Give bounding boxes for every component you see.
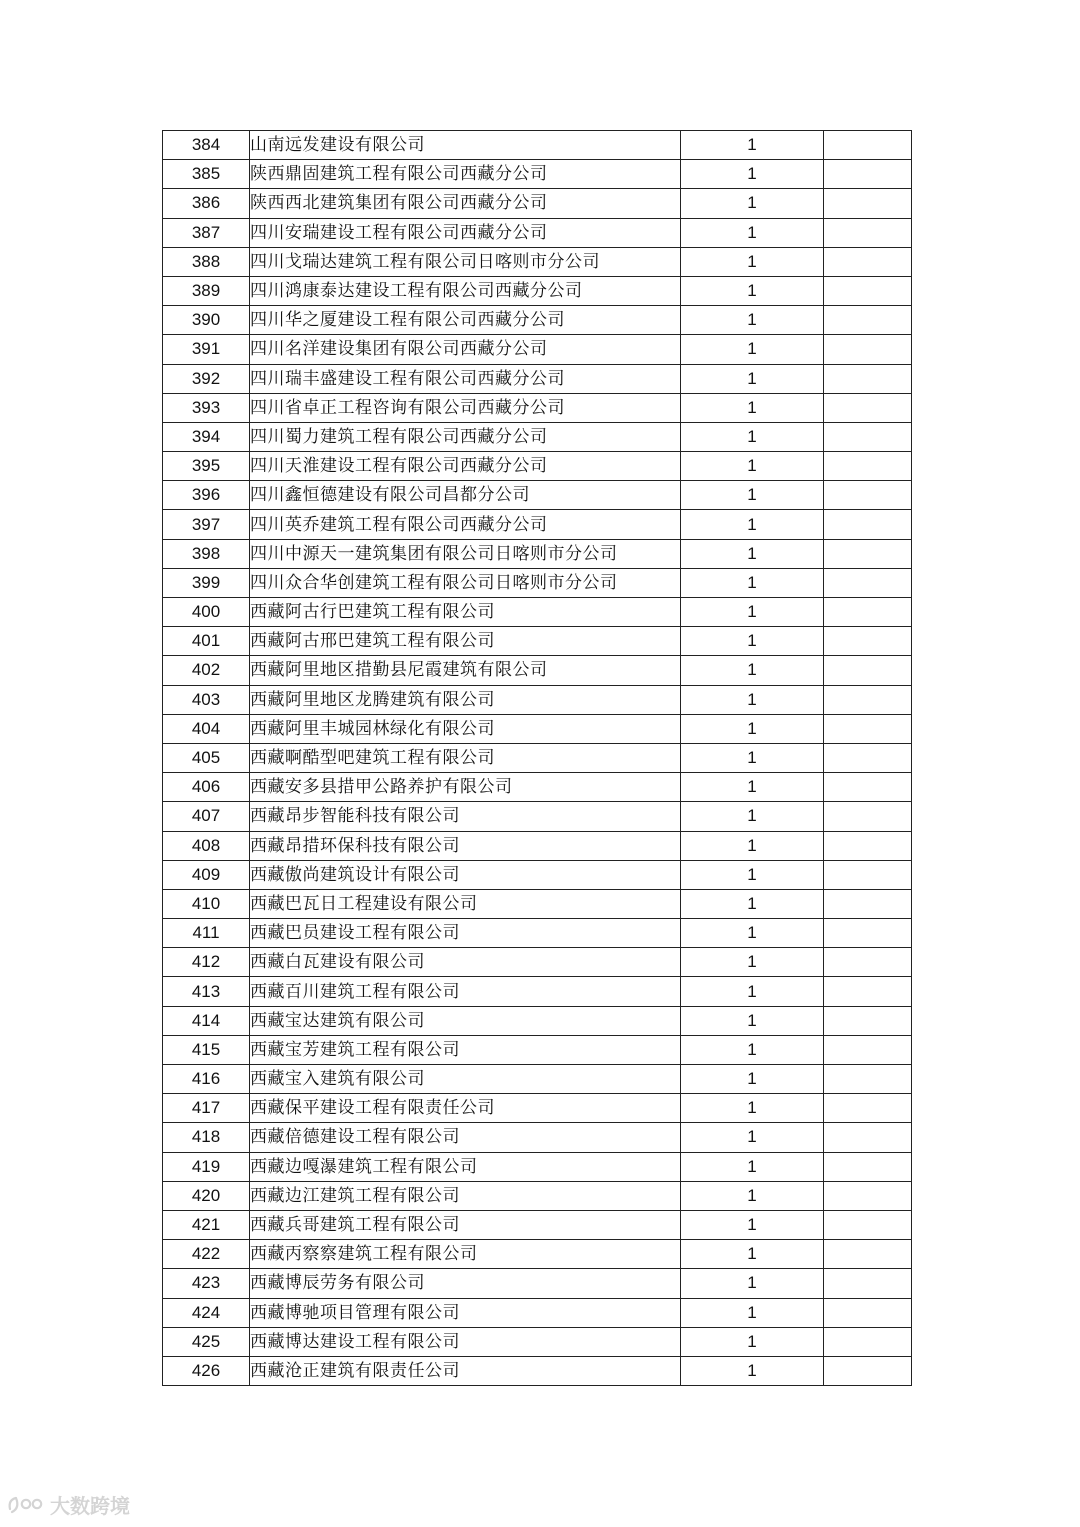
row-quantity: 1	[681, 977, 824, 1006]
row-note	[824, 189, 912, 218]
table-row	[163, 539, 912, 568]
table-row	[163, 831, 912, 860]
row-note	[824, 889, 912, 918]
company-name: 西藏边江建筑工程有限公司	[250, 1181, 681, 1210]
row-number: 397	[163, 510, 250, 539]
row-number: 405	[163, 743, 250, 772]
company-name: 西藏沧正建筑有限责任公司	[250, 1356, 681, 1385]
row-quantity: 1	[681, 1327, 824, 1356]
company-name: 四川鑫恒德建设有限公司昌都分公司	[250, 481, 681, 510]
company-name: 西藏宝达建筑有限公司	[250, 1006, 681, 1035]
table-row	[163, 860, 912, 889]
row-number: 416	[163, 1065, 250, 1094]
row-note	[824, 627, 912, 656]
row-note	[824, 598, 912, 627]
company-name: 西藏昂步智能科技有限公司	[250, 802, 681, 831]
row-note	[824, 306, 912, 335]
row-note	[824, 247, 912, 276]
row-number: 384	[163, 131, 250, 160]
table-row	[163, 1123, 912, 1152]
company-name: 四川蜀力建筑工程有限公司西藏分公司	[250, 422, 681, 451]
table-row	[163, 218, 912, 247]
row-quantity: 1	[681, 335, 824, 364]
company-name: 陕西西北建筑集团有限公司西藏分公司	[250, 189, 681, 218]
company-name: 西藏兵哥建筑工程有限公司	[250, 1210, 681, 1239]
table-row	[163, 568, 912, 597]
row-note	[824, 393, 912, 422]
company-name: 西藏博达建设工程有限公司	[250, 1327, 681, 1356]
row-quantity: 1	[681, 889, 824, 918]
row-quantity: 1	[681, 189, 824, 218]
row-note	[824, 714, 912, 743]
row-number: 418	[163, 1123, 250, 1152]
row-quantity: 1	[681, 743, 824, 772]
table-row	[163, 1035, 912, 1064]
row-note	[824, 977, 912, 1006]
company-name: 陕西鼎固建筑工程有限公司西藏分公司	[250, 160, 681, 189]
company-name: 四川众合华创建筑工程有限公司日喀则市分公司	[250, 568, 681, 597]
table-row	[163, 335, 912, 364]
row-quantity: 1	[681, 948, 824, 977]
row-quantity: 1	[681, 393, 824, 422]
row-quantity: 1	[681, 1356, 824, 1385]
row-quantity: 1	[681, 773, 824, 802]
company-name: 四川华之厦建设工程有限公司西藏分公司	[250, 306, 681, 335]
row-quantity: 1	[681, 452, 824, 481]
table-row	[163, 247, 912, 276]
row-quantity: 1	[681, 131, 824, 160]
company-name: 西藏巴瓦日工程建设有限公司	[250, 889, 681, 918]
table-row	[163, 1094, 912, 1123]
table-row	[163, 364, 912, 393]
company-name: 四川鸿康泰达建设工程有限公司西藏分公司	[250, 276, 681, 305]
row-number: 422	[163, 1240, 250, 1269]
row-quantity: 1	[681, 1035, 824, 1064]
row-quantity: 1	[681, 276, 824, 305]
table-row	[163, 773, 912, 802]
row-number: 406	[163, 773, 250, 802]
row-quantity: 1	[681, 218, 824, 247]
table-body	[163, 131, 912, 1386]
row-quantity: 1	[681, 685, 824, 714]
row-note	[824, 1240, 912, 1269]
table-row	[163, 598, 912, 627]
row-quantity: 1	[681, 1152, 824, 1181]
table-row	[163, 685, 912, 714]
row-quantity: 1	[681, 1240, 824, 1269]
company-name: 四川英乔建筑工程有限公司西藏分公司	[250, 510, 681, 539]
table-row	[163, 1269, 912, 1298]
table-row	[163, 481, 912, 510]
row-quantity: 1	[681, 364, 824, 393]
row-number: 399	[163, 568, 250, 597]
row-quantity: 1	[681, 1123, 824, 1152]
company-name: 西藏啊酷型吧建筑工程有限公司	[250, 743, 681, 772]
table-row	[163, 510, 912, 539]
row-number: 409	[163, 860, 250, 889]
row-number: 393	[163, 393, 250, 422]
row-quantity: 1	[681, 598, 824, 627]
company-name: 西藏宝入建筑有限公司	[250, 1065, 681, 1094]
row-note	[824, 1065, 912, 1094]
row-number: 413	[163, 977, 250, 1006]
row-quantity: 1	[681, 802, 824, 831]
table-row	[163, 627, 912, 656]
row-quantity: 1	[681, 539, 824, 568]
row-note	[824, 948, 912, 977]
row-number: 419	[163, 1152, 250, 1181]
row-note	[824, 422, 912, 451]
row-note	[824, 1035, 912, 1064]
row-number: 396	[163, 481, 250, 510]
company-name: 西藏丙察察建筑工程有限公司	[250, 1240, 681, 1269]
company-name: 西藏傲尚建筑设计有限公司	[250, 860, 681, 889]
row-note	[824, 919, 912, 948]
company-name: 四川安瑞建设工程有限公司西藏分公司	[250, 218, 681, 247]
row-number: 401	[163, 627, 250, 656]
company-name: 西藏边嘎瀑建筑工程有限公司	[250, 1152, 681, 1181]
row-quantity: 1	[681, 656, 824, 685]
row-quantity: 1	[681, 247, 824, 276]
company-name: 西藏倍德建设工程有限公司	[250, 1123, 681, 1152]
row-note	[824, 335, 912, 364]
row-note	[824, 1094, 912, 1123]
row-number: 411	[163, 919, 250, 948]
row-note	[824, 773, 912, 802]
row-quantity: 1	[681, 831, 824, 860]
row-number: 415	[163, 1035, 250, 1064]
company-name: 西藏安多县措甲公路养护有限公司	[250, 773, 681, 802]
company-name: 西藏博驰项目管理有限公司	[250, 1298, 681, 1327]
row-number: 402	[163, 656, 250, 685]
company-name: 西藏白瓦建设有限公司	[250, 948, 681, 977]
table-row	[163, 948, 912, 977]
row-number: 407	[163, 802, 250, 831]
row-number: 391	[163, 335, 250, 364]
table-row	[163, 919, 912, 948]
row-quantity: 1	[681, 860, 824, 889]
table-row	[163, 1298, 912, 1327]
row-note	[824, 802, 912, 831]
company-name: 西藏巴员建设工程有限公司	[250, 919, 681, 948]
row-number: 398	[163, 539, 250, 568]
table-row	[163, 452, 912, 481]
row-quantity: 1	[681, 1006, 824, 1035]
row-note	[824, 1123, 912, 1152]
table-row	[163, 656, 912, 685]
row-number: 421	[163, 1210, 250, 1239]
row-note	[824, 1298, 912, 1327]
row-quantity: 1	[681, 627, 824, 656]
row-quantity: 1	[681, 1065, 824, 1094]
row-quantity: 1	[681, 919, 824, 948]
row-number: 403	[163, 685, 250, 714]
company-name: 山南远发建设有限公司	[250, 131, 681, 160]
row-note	[824, 1152, 912, 1181]
row-number: 400	[163, 598, 250, 627]
company-name: 四川天淮建设工程有限公司西藏分公司	[250, 452, 681, 481]
table-row	[163, 131, 912, 160]
table-row	[163, 714, 912, 743]
row-number: 386	[163, 189, 250, 218]
row-note	[824, 218, 912, 247]
row-quantity: 1	[681, 1181, 824, 1210]
row-note	[824, 1006, 912, 1035]
company-name: 西藏阿里地区措勤县尼霞建筑有限公司	[250, 656, 681, 685]
row-note	[824, 1356, 912, 1385]
row-number: 408	[163, 831, 250, 860]
table-row	[163, 393, 912, 422]
row-number: 423	[163, 1269, 250, 1298]
row-number: 395	[163, 452, 250, 481]
row-note	[824, 685, 912, 714]
row-number: 426	[163, 1356, 250, 1385]
row-note	[824, 860, 912, 889]
company-name: 四川瑞丰盛建设工程有限公司西藏分公司	[250, 364, 681, 393]
row-number: 394	[163, 422, 250, 451]
table-row	[163, 1210, 912, 1239]
row-number: 420	[163, 1181, 250, 1210]
table-row	[163, 276, 912, 305]
company-name: 西藏昂措环保科技有限公司	[250, 831, 681, 860]
table-row	[163, 1356, 912, 1385]
table-row	[163, 1181, 912, 1210]
table-row	[163, 743, 912, 772]
row-note	[824, 539, 912, 568]
company-name: 西藏阿古邢巴建筑工程有限公司	[250, 627, 681, 656]
row-note	[824, 1210, 912, 1239]
row-note	[824, 160, 912, 189]
row-quantity: 1	[681, 1210, 824, 1239]
row-note	[824, 452, 912, 481]
row-quantity: 1	[681, 481, 824, 510]
row-number: 388	[163, 247, 250, 276]
company-table	[162, 130, 912, 1386]
company-name: 西藏阿古行巴建筑工程有限公司	[250, 598, 681, 627]
watermark-text: 大数跨境	[50, 1494, 130, 1518]
row-quantity: 1	[681, 1298, 824, 1327]
row-quantity: 1	[681, 510, 824, 539]
row-quantity: 1	[681, 422, 824, 451]
row-note	[824, 364, 912, 393]
row-number: 424	[163, 1298, 250, 1327]
row-number: 404	[163, 714, 250, 743]
row-number: 387	[163, 218, 250, 247]
row-note	[824, 276, 912, 305]
table-row	[163, 422, 912, 451]
table-row	[163, 1327, 912, 1356]
company-name: 四川中源天一建筑集团有限公司日喀则市分公司	[250, 539, 681, 568]
row-quantity: 1	[681, 306, 824, 335]
row-note	[824, 656, 912, 685]
company-name: 四川戈瑞达建筑工程有限公司日喀则市分公司	[250, 247, 681, 276]
row-note	[824, 481, 912, 510]
row-quantity: 1	[681, 160, 824, 189]
row-number: 414	[163, 1006, 250, 1035]
table-row	[163, 1240, 912, 1269]
row-quantity: 1	[681, 714, 824, 743]
row-note	[824, 568, 912, 597]
row-number: 410	[163, 889, 250, 918]
row-note	[824, 1181, 912, 1210]
company-name: 西藏保平建设工程有限责任公司	[250, 1094, 681, 1123]
table-row	[163, 189, 912, 218]
row-number: 390	[163, 306, 250, 335]
company-name: 四川名洋建设集团有限公司西藏分公司	[250, 335, 681, 364]
company-name: 四川省卓正工程咨询有限公司西藏分公司	[250, 393, 681, 422]
row-note	[824, 831, 912, 860]
company-name: 西藏百川建筑工程有限公司	[250, 977, 681, 1006]
row-note	[824, 743, 912, 772]
company-name: 西藏宝芳建筑工程有限公司	[250, 1035, 681, 1064]
row-number: 412	[163, 948, 250, 977]
row-number: 425	[163, 1327, 250, 1356]
company-name: 西藏博辰劳务有限公司	[250, 1269, 681, 1298]
row-number: 389	[163, 276, 250, 305]
row-note	[824, 1269, 912, 1298]
table-row	[163, 977, 912, 1006]
table-row	[163, 1065, 912, 1094]
row-quantity: 1	[681, 1094, 824, 1123]
row-quantity: 1	[681, 1269, 824, 1298]
row-number: 392	[163, 364, 250, 393]
row-note	[824, 1327, 912, 1356]
table-row	[163, 1152, 912, 1181]
table-row	[163, 306, 912, 335]
table-row	[163, 802, 912, 831]
row-quantity: 1	[681, 568, 824, 597]
row-note	[824, 510, 912, 539]
row-number: 417	[163, 1094, 250, 1123]
table-row	[163, 889, 912, 918]
row-number: 385	[163, 160, 250, 189]
brand-logo-icon	[6, 1494, 46, 1516]
table-row	[163, 1006, 912, 1035]
company-name: 西藏阿里丰城园林绿化有限公司	[250, 714, 681, 743]
watermark	[6, 1490, 130, 1519]
table-row	[163, 160, 912, 189]
row-note	[824, 131, 912, 160]
company-name: 西藏阿里地区龙腾建筑有限公司	[250, 685, 681, 714]
